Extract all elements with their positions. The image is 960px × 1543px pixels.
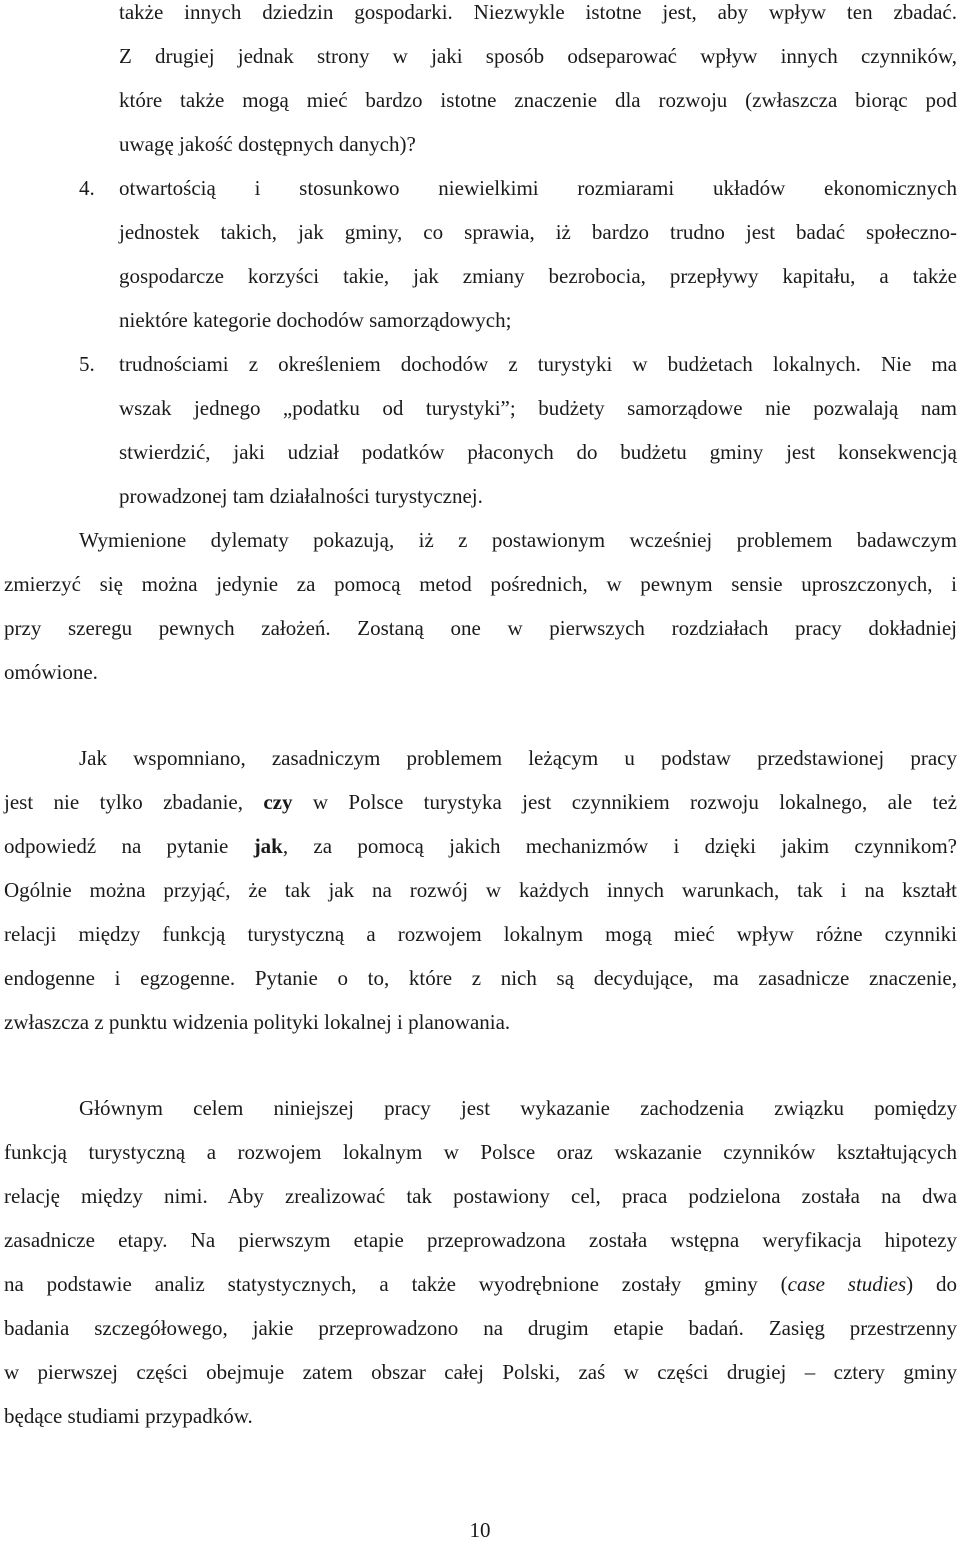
emphasis-case-studies: case studies bbox=[787, 1272, 907, 1296]
list-item-5-number: 5. bbox=[79, 352, 95, 376]
paragraph-3-line-4: zasadnicze etapy. Na pierwszym etapie przeprowadzona została wstępna weryfikacja hipotezy bbox=[4, 1228, 957, 1252]
list-continuation-line-3: które także mogą mieć bardzo istotne znaczenie dla rozwoju (zwłaszcza biorąc pod bbox=[119, 88, 957, 112]
list-item-5-line-4: prowadzonej tam działalności turystycznej. bbox=[119, 484, 483, 508]
list-item-4-line-1: otwartością i stosunkowo niewielkimi rozmiarami układów ekonomicznych bbox=[119, 176, 957, 200]
paragraph-1-line-2: zmierzyć się można jedynie za pomocą metod pośrednich, w pewnym sensie uproszczonych, i bbox=[4, 572, 957, 596]
paragraph-2-line-4: Ogólnie można przyjąć, że tak jak na rozwój w każdych innych warunkach, tak i na kształt bbox=[4, 878, 957, 902]
list-item-4-line-4: niektóre kategorie dochodów samorządowych; bbox=[119, 308, 512, 332]
paragraph-2-line-1: Jak wspomniano, zasadniczym problemem leżącym u podstaw przedstawionej pracy bbox=[79, 746, 957, 770]
paragraph-3-line-7: w pierwszej części obejmuje zatem obszar całej Polski, zaś w części drugiej – cztery gminy bbox=[4, 1360, 957, 1384]
list-item-5-line-1: trudnościami z określeniem dochodów z turystyki w budżetach lokalnych. Nie ma bbox=[119, 352, 957, 376]
list-continuation-line-1: także innych dziedzin gospodarki. Niezwykle istotne jest, aby wpływ ten zbadać. bbox=[119, 0, 957, 24]
paragraph-3-line-5: na podstawie analiz statystycznych, a także wyodrębnione zostały gminy (case studies) do bbox=[4, 1272, 957, 1296]
list-item-5-line-2: wszak jednego „podatku od turystyki”; budżety samorządowe nie pozwalają nam bbox=[119, 396, 957, 420]
paragraph-3-line-2: funkcją turystyczną a rozwojem lokalnym w Polsce oraz wskazanie czynników kształtujących bbox=[4, 1140, 957, 1164]
paragraph-2-line-2: jest nie tylko zbadanie, czy w Polsce turystyka jest czynnikiem rozwoju lokalnego, ale też bbox=[4, 790, 957, 814]
list-item-5-line-3: stwierdzić, jaki udział podatków płaconych do budżetu gminy jest konsekwencją bbox=[119, 440, 957, 464]
paragraph-2-line-5: relacji między funkcją turystyczną a rozwojem lokalnym mogą mieć wpływ różne czynniki bbox=[4, 922, 957, 946]
paragraph-1-line-3: przy szeregu pewnych założeń. Zostaną one w pierwszych rozdziałach pracy dokładniej bbox=[4, 616, 957, 640]
page-number: 10 bbox=[469, 1518, 491, 1542]
list-item-4-line-3: gospodarcze korzyści takie, jak zmiany bezrobocia, przepływy kapitału, a także bbox=[119, 264, 957, 288]
paragraph-3-line-1: Głównym celem niniejszej pracy jest wykazanie zachodzenia związku pomiędzy bbox=[79, 1096, 957, 1120]
list-continuation-line-2: Z drugiej jednak strony w jaki sposób odseparować wpływ innych czynników, bbox=[119, 44, 957, 68]
list-continuation-line-4: uwagę jakość dostępnych danych)? bbox=[119, 132, 416, 156]
paragraph-3-line-3: relację między nimi. Aby zrealizować tak postawiony cel, praca podzielona została na dwa bbox=[4, 1184, 957, 1208]
emphasis-czy: czy bbox=[263, 790, 293, 814]
paragraph-3-line-6: badania szczegółowego, jakie przeprowadzono na drugim etapie badań. Zasięg przestrzenny bbox=[4, 1316, 957, 1340]
list-item-4-line-2: jednostek takich, jak gminy, co sprawia, iż bardzo trudno jest badać społeczno- bbox=[119, 220, 957, 244]
paragraph-3-line-8: będące studiami przypadków. bbox=[4, 1404, 253, 1428]
paragraph-1-line-1: Wymienione dylematy pokazują, iż z postawionym wcześniej problemem badawczym bbox=[79, 528, 957, 552]
paragraph-1-line-4: omówione. bbox=[4, 660, 98, 684]
paragraph-2-line-3: odpowiedź na pytanie jak, za pomocą jakich mechanizmów i dzięki jakim czynnikom? bbox=[4, 834, 958, 858]
paragraph-2-line-6: endogenne i egzogenne. Pytanie o to, które z nich są decydujące, ma zasadnicze znaczenie, bbox=[4, 966, 957, 990]
emphasis-jak: jak bbox=[253, 834, 283, 858]
paragraph-2-line-7: zwłaszcza z punktu widzenia polityki lokalnej i planowania. bbox=[4, 1010, 511, 1034]
list-item-4-number: 4. bbox=[79, 176, 95, 200]
